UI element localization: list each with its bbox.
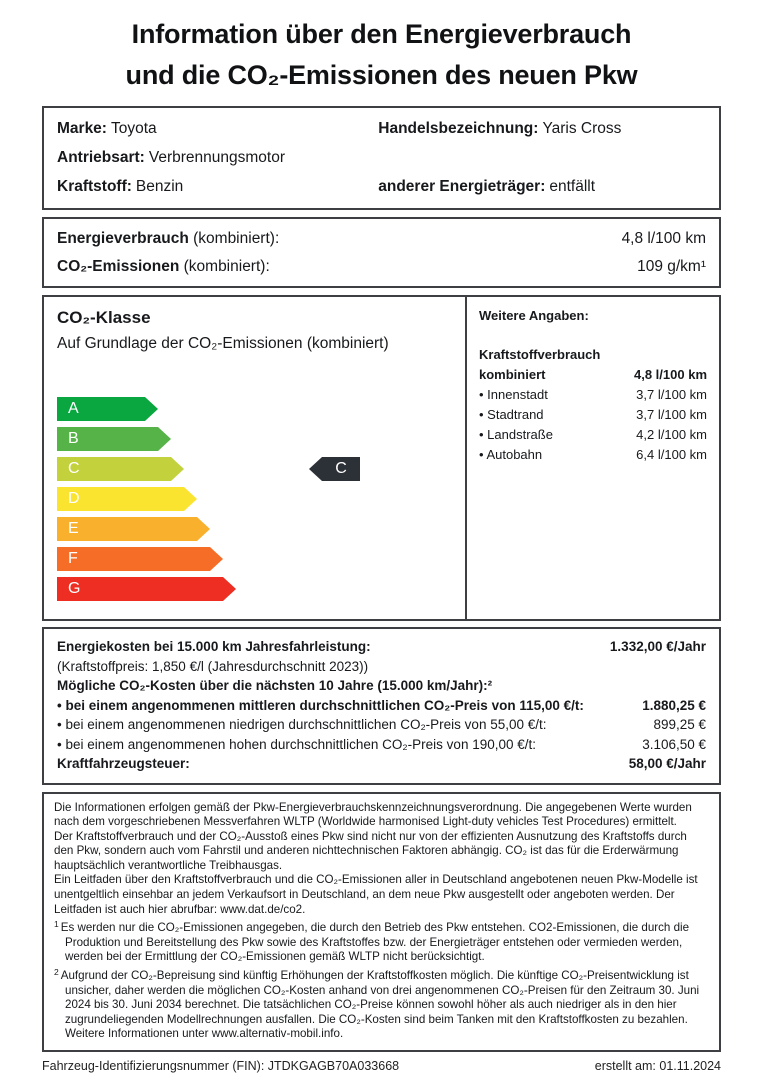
kraftstoff-value: Benzin xyxy=(135,178,184,195)
anderer-energietraeger-label: anderer Energieträger: xyxy=(378,178,546,195)
co2-class-chart-panel xyxy=(44,297,465,619)
detail-label: • Autobahn xyxy=(479,447,543,462)
co2-class-box xyxy=(42,295,721,621)
cost-row-niedriger-preis xyxy=(57,715,706,735)
co2-class-subtitle: Auf Grundlage der CO₂-Emissionen (kombiniert) xyxy=(57,335,389,352)
cost-label: Mögliche CO₂-Kosten über die nächsten 10 Jahre (15.000 km/Jahr):² xyxy=(57,678,493,693)
co2-class-heading: CO₂-Klasse xyxy=(57,308,151,327)
class-a-letter: A xyxy=(68,400,79,417)
footnote-2-text: Aufgrund der CO₂-Bepreisung sind künftig Erhöhungen der Kraftstoffkosten möglich. Die künftige CO₂-Preisentwicklung ist unsicher, daher werden die möglichen CO₂-Kosten anhand von drei angenommenen CO₂-Preisen für den Zeitraum 30. Juni 2024 bis 30. Juni 2034 berechnet. Die tatsächlichen CO₂-Preise können sowohl höher als auch niedriger als in den hier zugrundeliegenden Modellrechnungen ausfallen. Die CO₂-Kosten sind beim Tanken mit den Kraftstoffkosten zu bezahlen. Weitere Informationen unter www.alternativ-mobil.info. xyxy=(60,969,700,1041)
class-e-arrow-tip xyxy=(197,517,210,541)
co2-class-arrow-d xyxy=(57,487,452,511)
handelsbezeichnung-value: Yaris Cross xyxy=(542,120,622,137)
indicator-left-arrow-tip xyxy=(309,457,322,481)
page-title-line1: Information über den Energieverbrauch xyxy=(131,19,632,49)
detail-value: 6,4 l/100 km xyxy=(636,447,707,462)
cost-label: • bei einem angenommenen mittleren durchschnittlichen CO₂-Preis von 115,00 €/t: xyxy=(57,697,584,713)
detail-row-stadtrand xyxy=(479,406,707,423)
cost-label: Energiekosten bei 15.000 km Jahresfahrleistung: xyxy=(57,639,371,654)
weitere-angaben-panel xyxy=(465,297,719,619)
co2-class-arrow-a xyxy=(57,397,452,421)
cost-value: 3.106,50 € xyxy=(642,736,706,752)
co2-class-arrow-e xyxy=(57,517,452,541)
detail-value: 4,8 l/100 km xyxy=(634,367,707,382)
vehicle-empty-cell xyxy=(378,148,706,167)
cost-row-mittlerer-preis xyxy=(57,696,706,716)
indicator-letter: C xyxy=(322,457,360,481)
co2-class-indicator xyxy=(309,457,360,481)
cost-row-co2-kosten-heading xyxy=(57,676,706,696)
cost-label: (Kraftstoffpreis: 1,850 €/l (Jahresdurchschnitt 2023)) xyxy=(57,658,369,674)
created-date: erstellt am: 01.11.2024 xyxy=(594,1059,721,1073)
cost-row-kraftstoffpreis xyxy=(57,657,706,677)
detail-label: • Landstraße xyxy=(479,427,553,442)
marke-label: Marke: xyxy=(57,120,107,137)
vehicle-marke xyxy=(57,119,378,138)
detail-label: • Innenstadt xyxy=(479,387,548,402)
class-c-letter: C xyxy=(68,460,80,477)
footnote-1-marker: 1 xyxy=(54,919,59,930)
class-d-arrow-tip xyxy=(184,487,197,511)
vehicle-antriebsart xyxy=(57,148,378,167)
co2-emissionen-label xyxy=(57,257,270,276)
cost-value: 58,00 €/Jahr xyxy=(628,756,706,771)
energieverbrauch-row xyxy=(57,229,706,248)
co2-class-arrow-f xyxy=(57,547,452,571)
detail-row-landstrasse xyxy=(479,426,707,443)
document-footer xyxy=(42,1059,721,1073)
footnote-1 xyxy=(54,917,709,965)
handelsbezeichnung-label: Handelsbezeichnung: xyxy=(378,120,539,137)
detail-row-kombiniert xyxy=(479,366,707,383)
cost-row-energiekosten xyxy=(57,637,706,657)
marke-value: Toyota xyxy=(110,120,157,137)
combined-consumption-box xyxy=(42,217,721,288)
cost-value: 1.880,25 € xyxy=(642,697,706,713)
cost-label: • bei einem angenommenen hohen durchschnittlichen CO₂-Preis von 190,00 €/t: xyxy=(57,736,536,752)
class-d-letter: D xyxy=(68,490,80,507)
page-title xyxy=(42,14,721,96)
vehicle-handelsbezeichnung xyxy=(378,119,706,138)
footnote-2-marker: 2 xyxy=(54,967,59,978)
co2-class-scale xyxy=(57,397,452,601)
weitere-angaben-heading: Weitere Angaben: xyxy=(479,308,589,323)
vehicle-anderer-energietraeger xyxy=(378,177,706,196)
energieverbrauch-label-bold: Energieverbrauch xyxy=(57,230,189,247)
page-title-line2: und die CO₂-Emissionen des neuen Pkw xyxy=(125,60,638,90)
class-g-arrow-tip xyxy=(223,577,236,601)
vehicle-info-box xyxy=(42,106,721,210)
cost-row-kraftfahrzeugsteuer xyxy=(57,754,706,774)
co2-class-arrow-b xyxy=(57,427,452,451)
cost-label: • bei einem angenommenen niedrigen durchschnittlichen CO₂-Preis von 55,00 €/t: xyxy=(57,717,547,732)
detail-value: 3,7 l/100 km xyxy=(636,387,707,402)
fine-print-box xyxy=(42,792,721,1053)
detail-row-autobahn xyxy=(479,446,707,463)
class-f-letter: F xyxy=(68,550,78,567)
fine-print-paragraph-1: Die Informationen erfolgen gemäß der Pkw-Energieverbrauchskennzeichnungsverordnung. Die angegebenen Werte wurden nach dem vorgeschriebenen Messverfahren WLTP (Worldwide harmonised Light-duty vehicles Test Procedures) ermittelt. xyxy=(54,800,692,829)
kraftstoffverbrauch-title: Kraftstoffverbrauch xyxy=(479,347,601,362)
energieverbrauch-label xyxy=(57,229,279,248)
cost-value: 899,25 € xyxy=(653,717,706,732)
anderer-energietraeger-value: entfällt xyxy=(549,178,596,195)
cost-label: Kraftfahrzeugsteuer: xyxy=(57,756,190,771)
co2-emissionen-value: 109 g/km¹ xyxy=(637,258,706,275)
cost-value: 1.332,00 €/Jahr xyxy=(609,639,706,654)
energy-costs-box xyxy=(42,627,721,785)
co2-class-arrow-g xyxy=(57,577,452,601)
class-b-letter: B xyxy=(68,430,79,447)
class-a-arrow-tip xyxy=(145,397,158,421)
class-f-arrow-tip xyxy=(210,547,223,571)
cost-row-hoher-preis xyxy=(57,735,706,755)
class-e-letter: E xyxy=(68,520,79,537)
vehicle-kraftstoff xyxy=(57,177,378,196)
footnote-2 xyxy=(54,965,709,1042)
co2-emissionen-label-rest: (kombiniert): xyxy=(179,258,270,275)
footnote-1-text: Es werden nur die CO₂-Emissionen angegeben, die durch den Betrieb des Pkw entstehen. CO2-Emissionen, die durch die Produktion und Bereitstellung des Pkw sowie des Kraftstoffes bzw. der Energieträger entstehen oder vermieden werden, werden bei der Ermittlung der CO₂-Emissionen gemäß WLTP nicht berücksichtigt. xyxy=(60,921,690,964)
detail-label: kombiniert xyxy=(479,367,546,382)
detail-label: • Stadtrand xyxy=(479,407,544,422)
antriebsart-value: Verbrennungsmotor xyxy=(148,149,285,166)
detail-value: 4,2 l/100 km xyxy=(636,427,707,442)
co2-class-arrow-c xyxy=(57,457,452,481)
co2-emissionen-row xyxy=(57,257,706,276)
co2-emissionen-label-bold: CO₂-Emissionen xyxy=(57,258,180,275)
energieverbrauch-value: 4,8 l/100 km xyxy=(621,230,706,247)
fin-text: Fahrzeug-Identifizierungsnummer (FIN): JTDKGAGB70A033668 xyxy=(42,1059,400,1073)
fine-print-paragraph-3: Ein Leitfaden über den Kraftstoffverbrauch und die CO₂-Emissionen aller in Deutschland angebotenen neuen Pkw-Modelle ist unentgeltlich einsehbar an jedem Verkaufsort in Deutschland, an dem neue Pkw ausgestellt oder angeboten werden. Der Leitfaden ist auch hier abrufbar: www.dat.de/co2. xyxy=(54,873,698,916)
detail-row-innenstadt xyxy=(479,386,707,403)
class-g-letter: G xyxy=(68,580,81,597)
energieverbrauch-label-rest: (kombiniert): xyxy=(188,230,280,247)
class-b-arrow-tip xyxy=(158,427,171,451)
class-c-arrow-tip xyxy=(171,457,184,481)
kraftstoff-label: Kraftstoff: xyxy=(57,178,132,195)
fine-print-paragraph-2: Der Kraftstoffverbrauch und der CO₂-Ausstoß eines Pkw sind nicht nur von der effizienten Ausnutzung des Kraftstoffs durch den Pkw, sondern auch vom Fahrstil und anderen nichttechnischen Faktoren abhängig. CO₂ ist das für die Erderwärmung hauptsächlich verantwortliche Treibhausgas. xyxy=(54,829,687,872)
antriebsart-label: Antriebsart: xyxy=(57,149,145,166)
detail-value: 3,7 l/100 km xyxy=(636,407,707,422)
